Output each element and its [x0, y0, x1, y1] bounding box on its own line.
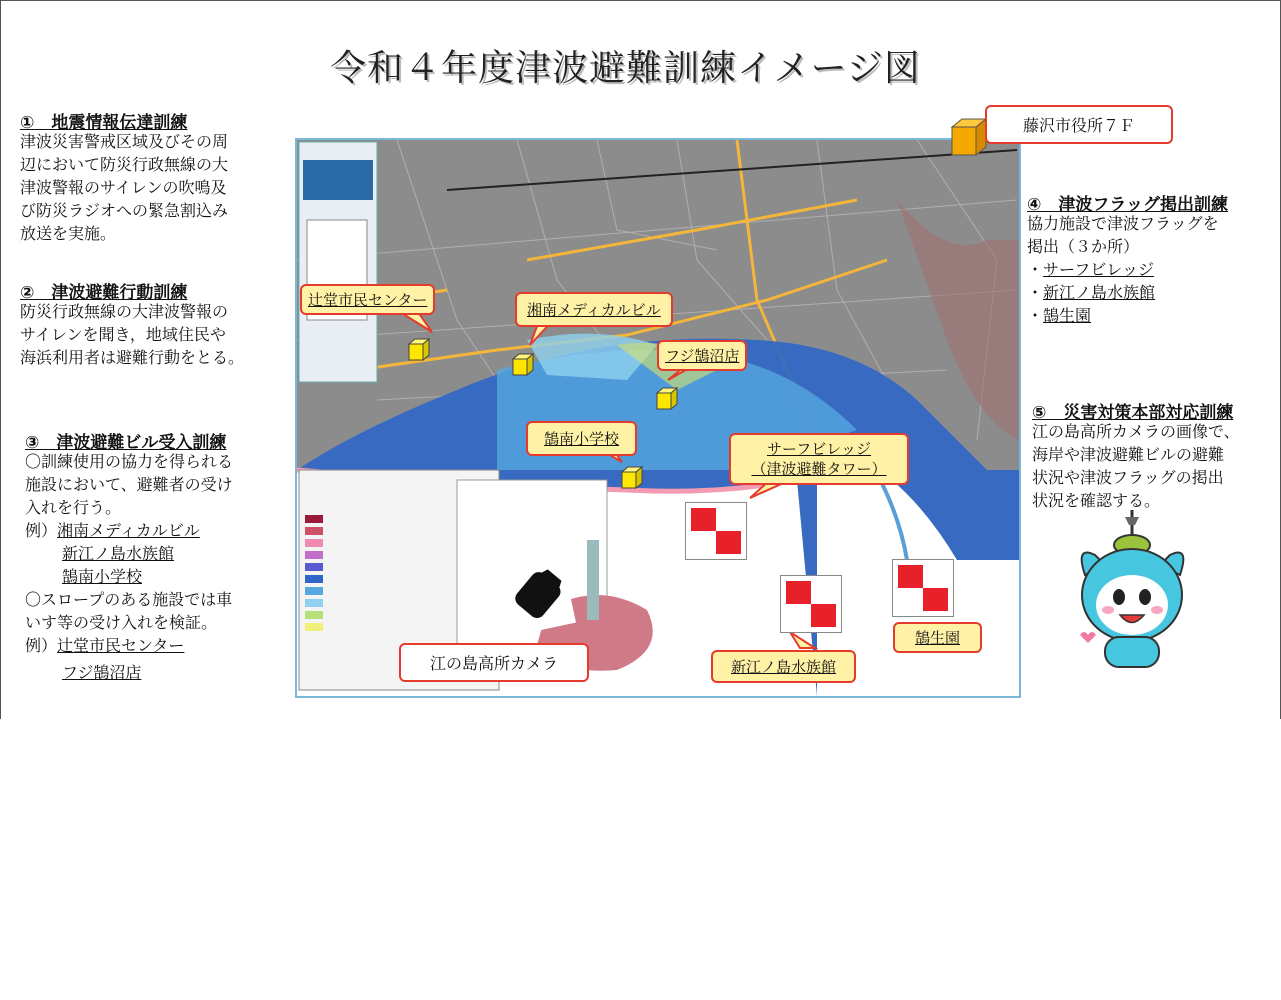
callout-medical[interactable]: 湘南メディカルビル: [515, 292, 673, 327]
example-link[interactable]: 辻堂市民センター: [57, 636, 185, 655]
section-4-item: ・新江ノ島水族館: [1027, 283, 1156, 302]
section-4-item: ・鵠生園: [1027, 306, 1092, 325]
section-1-heading: ① 地震情報伝達訓練: [20, 113, 188, 133]
tsunami-flag-icon: [686, 503, 746, 559]
example-link[interactable]: 新江ノ島水族館: [62, 544, 175, 563]
callout-aquarium[interactable]: 新江ノ島水族館: [711, 650, 856, 683]
section-4-line: 掲出（３か所）: [1027, 237, 1140, 256]
flag-site-link[interactable]: 鵠生園: [1043, 306, 1092, 325]
section-5-line: 海岸や津波避難ビルの避難: [1032, 445, 1225, 464]
callout-surf-line1: サーフビレッジ: [766, 440, 872, 458]
callout-surf-line2: （津波避難タワー）: [751, 460, 887, 478]
city-hall-label: 藤沢市役所７Ｆ: [985, 105, 1173, 144]
section-3-line: 施設において、避難者の受け: [25, 475, 233, 494]
tsunami-flag-icon: [781, 576, 841, 632]
section-3-line: 〇訓練使用の協力を得られる: [25, 452, 234, 471]
section-3-line: 入れを行う。: [25, 498, 122, 517]
example-link[interactable]: 鵠南小学校: [62, 567, 143, 586]
section-4-heading: ④ 津波フラッグ掲出訓練: [1027, 195, 1229, 215]
callout-tsujido[interactable]: 辻堂市民センター: [300, 284, 435, 315]
camera-label: 江の島高所カメラ: [399, 643, 589, 682]
section-1-line: 津波警報のサイレンの吹鳴及: [20, 178, 227, 197]
tsunami-flag-icon: [893, 560, 953, 616]
section-4-item: ・サーフビレッジ: [1027, 260, 1155, 279]
section-5-line: 状況や津波フラッグの掲出: [1032, 468, 1224, 487]
section-1-line: び防災ラジオへの緊急割込み: [20, 201, 229, 220]
section-1-line: 放送を実施。: [20, 224, 117, 243]
callout-surf-village[interactable]: [729, 433, 909, 485]
section-3-line: いす等の受け入れを検証。: [25, 613, 218, 632]
flag-site-link[interactable]: サーフビレッジ: [1043, 260, 1155, 279]
section-2-line: 防災行政無線の大津波警報の: [20, 302, 229, 321]
section-1-line: 津波災害警戒区域及びその周: [20, 132, 229, 151]
section-3-example-1: 例）湘南メディカルビル: [25, 521, 200, 540]
section-5-heading: ⑤ 災害対策本部対応訓練: [1032, 403, 1234, 423]
callout-fuji[interactable]: フジ鵠沼店: [657, 340, 747, 371]
section-4-line: 協力施設で津波フラッグを: [1027, 214, 1219, 233]
section-1-line: 辺において防災行政無線の大: [20, 155, 229, 174]
section-2-line: 海浜利用者は避難行動をとる。: [20, 348, 245, 367]
example-link[interactable]: 湘南メディカルビル: [57, 521, 200, 540]
callout-kousei[interactable]: 鵠生園: [893, 622, 982, 653]
section-3-heading: ③ 津波避難ビル受入訓練: [25, 433, 227, 453]
section-2-line: サイレンを聞き，地域住民や: [20, 325, 226, 344]
callout-konan[interactable]: 鵠南小学校: [526, 421, 637, 456]
section-3-line: 〇スロープのある施設では車: [25, 590, 233, 609]
camera-icon: [497, 548, 577, 638]
section-5-line: 江の島高所カメラの画像で、: [1032, 422, 1240, 441]
example-link[interactable]: フジ鵠沼店: [62, 663, 142, 682]
section-3-example-2: 例）辻堂市民センター: [25, 636, 185, 655]
section-5-line: 状況を確認する。: [1032, 491, 1161, 510]
page-title: 令和４年度津波避難訓練イメージ図: [330, 48, 921, 89]
section-2-heading: ② 津波避難行動訓練: [20, 283, 188, 303]
flag-site-link[interactable]: 新江ノ島水族館: [1043, 283, 1156, 302]
